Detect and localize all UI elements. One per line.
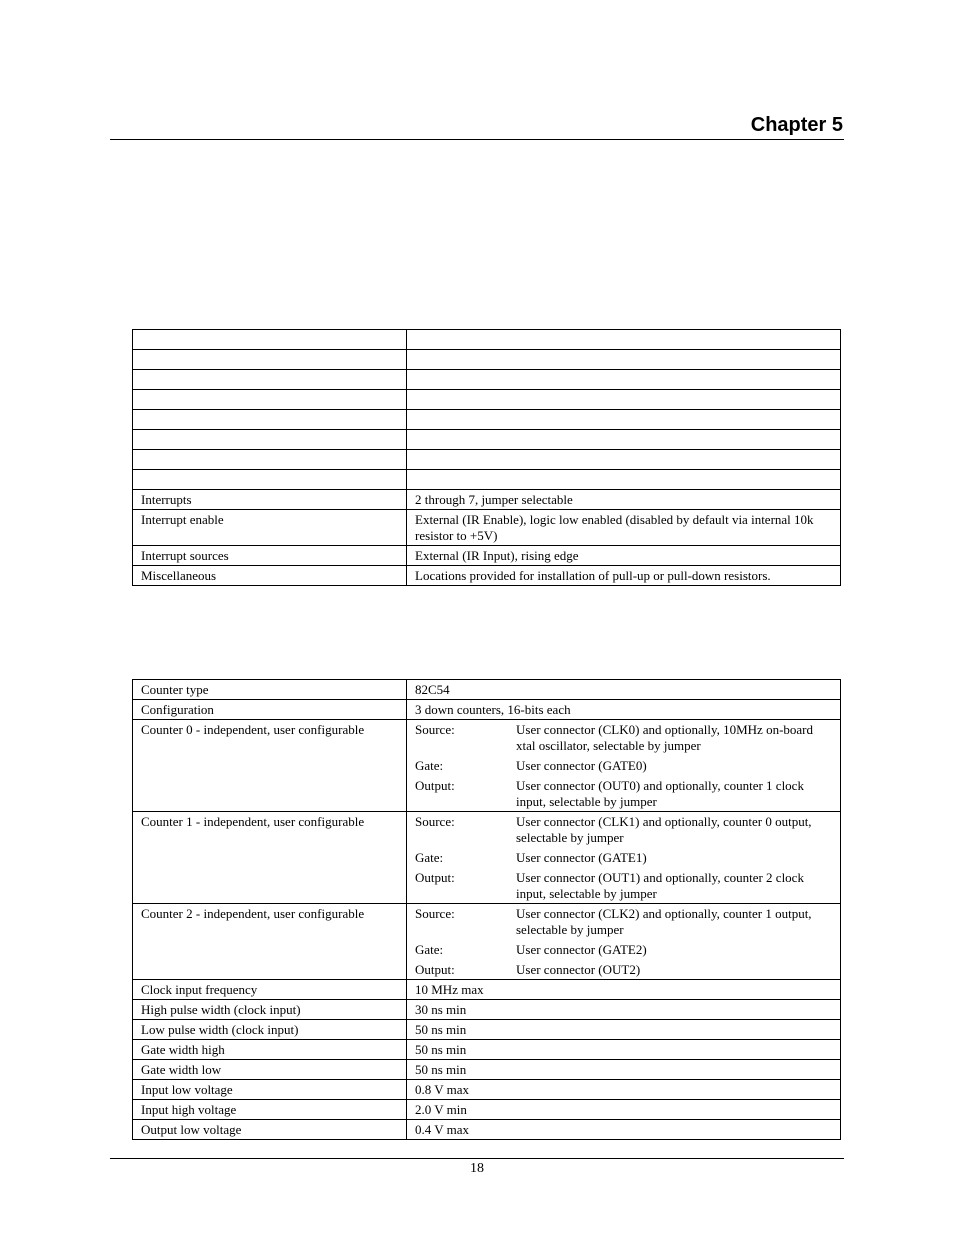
gate-value: User connector (GATE0) [516, 758, 647, 773]
row-label: Clock input frequency [133, 980, 407, 1000]
row-value: 30 ns min [407, 1000, 841, 1020]
row-label: Input low voltage [133, 1080, 407, 1100]
counter-spec-table [132, 679, 841, 1140]
gate-value: User connector (GATE2) [516, 942, 647, 957]
gate-key: Gate: [415, 942, 444, 957]
table-row [133, 1080, 841, 1100]
table-row [133, 450, 841, 470]
table-row [133, 410, 841, 430]
table-row [133, 1020, 841, 1040]
row-label: Low pulse width (clock input) [133, 1020, 407, 1040]
table-cell [407, 450, 841, 470]
row-label: Configuration [133, 700, 407, 720]
table-row [133, 470, 841, 490]
table-cell [407, 430, 841, 450]
gate-key: Gate: [415, 850, 444, 865]
output-value: User connector (OUT0) and optionally, counter 1 clock input, selectable by jumper [516, 778, 804, 809]
table-row [133, 510, 841, 546]
footer-rule [110, 1158, 844, 1159]
row-value: External (IR Input), rising edge [407, 546, 841, 566]
output-key: Output: [415, 962, 455, 977]
row-label: Input high voltage [133, 1100, 407, 1120]
row-label: Interrupt enable [133, 510, 407, 546]
interrupt-spec-table [132, 329, 841, 586]
table-cell [407, 350, 841, 370]
table-row [133, 1040, 841, 1060]
row-value: 0.8 V max [407, 1080, 841, 1100]
table-row [133, 350, 841, 370]
page-number: 18 [470, 1161, 484, 1176]
table-row [133, 700, 841, 720]
table-row [133, 566, 841, 586]
output-key: Output: [415, 870, 455, 885]
row-label: Counter 2 - independent, user configurable [133, 904, 407, 980]
table-cell [407, 470, 841, 490]
table-row [133, 1000, 841, 1020]
row-label: Interrupts [133, 490, 407, 510]
row-value: External (IR Enable), logic low enabled (disabled by default via internal 10k resistor to +5V) [407, 510, 841, 546]
chapter-heading: Chapter 5 [750, 114, 843, 136]
row-value: 82C54 [407, 680, 841, 700]
table-cell [133, 330, 407, 350]
table-cell [407, 330, 841, 350]
counter-row [133, 812, 841, 904]
row-value: 50 ns min [407, 1020, 841, 1040]
table-cell [407, 390, 841, 410]
output-value: User connector (OUT1) and optionally, counter 2 clock input, selectable by jumper [516, 870, 804, 901]
counter-row [133, 904, 841, 980]
table-cell [133, 390, 407, 410]
table-cell [133, 430, 407, 450]
table-row [133, 490, 841, 510]
row-label: High pulse width (clock input) [133, 1000, 407, 1020]
table-row [133, 330, 841, 350]
row-value: 3 down counters, 16-bits each [407, 700, 841, 720]
table-row [133, 430, 841, 450]
table-row [133, 1100, 841, 1120]
output-key: Output: [415, 778, 455, 793]
output-value: User connector (OUT2) [516, 962, 641, 977]
row-value: 50 ns min [407, 1060, 841, 1080]
table-row [133, 390, 841, 410]
row-label: Gate width high [133, 1040, 407, 1060]
row-label: Output low voltage [133, 1120, 407, 1140]
table-cell [133, 350, 407, 370]
table-cell [133, 370, 407, 390]
table-cell [407, 410, 841, 430]
counter-detail [407, 720, 841, 812]
source-value: User connector (CLK1) and optionally, counter 0 output, selectable by jumper [516, 814, 812, 845]
source-value: User connector (CLK2) and optionally, counter 1 output, selectable by jumper [516, 906, 812, 937]
source-value: User connector (CLK0) and optionally, 10MHz on-board xtal oscillator, selectable by jumper [516, 722, 813, 753]
row-label: Miscellaneous [133, 566, 407, 586]
source-key: Source: [415, 722, 455, 737]
table-row [133, 1060, 841, 1080]
source-key: Source: [415, 906, 455, 921]
gate-value: User connector (GATE1) [516, 850, 647, 865]
counter-detail [407, 812, 841, 904]
table-row [133, 370, 841, 390]
row-label: Counter 0 - independent, user configurable [133, 720, 407, 812]
row-value: 0.4 V max [407, 1120, 841, 1140]
row-value: Locations provided for installation of pull-up or pull-down resistors. [407, 566, 841, 586]
table-cell [407, 370, 841, 390]
row-value: 10 MHz max [407, 980, 841, 1000]
row-label: Gate width low [133, 1060, 407, 1080]
row-value: 50 ns min [407, 1040, 841, 1060]
counter-row [133, 720, 841, 812]
table-row [133, 1120, 841, 1140]
table-row [133, 980, 841, 1000]
table-cell [133, 470, 407, 490]
table-cell [133, 450, 407, 470]
table-row [133, 546, 841, 566]
source-key: Source: [415, 814, 455, 829]
header-rule [110, 139, 844, 140]
row-label: Counter type [133, 680, 407, 700]
row-value: 2 through 7, jumper selectable [407, 490, 841, 510]
table-cell [133, 410, 407, 430]
row-label: Counter 1 - independent, user configurable [133, 812, 407, 904]
row-value: 2.0 V min [407, 1100, 841, 1120]
row-label: Interrupt sources [133, 546, 407, 566]
counter-detail [407, 904, 841, 980]
table-row [133, 680, 841, 700]
gate-key: Gate: [415, 758, 444, 773]
